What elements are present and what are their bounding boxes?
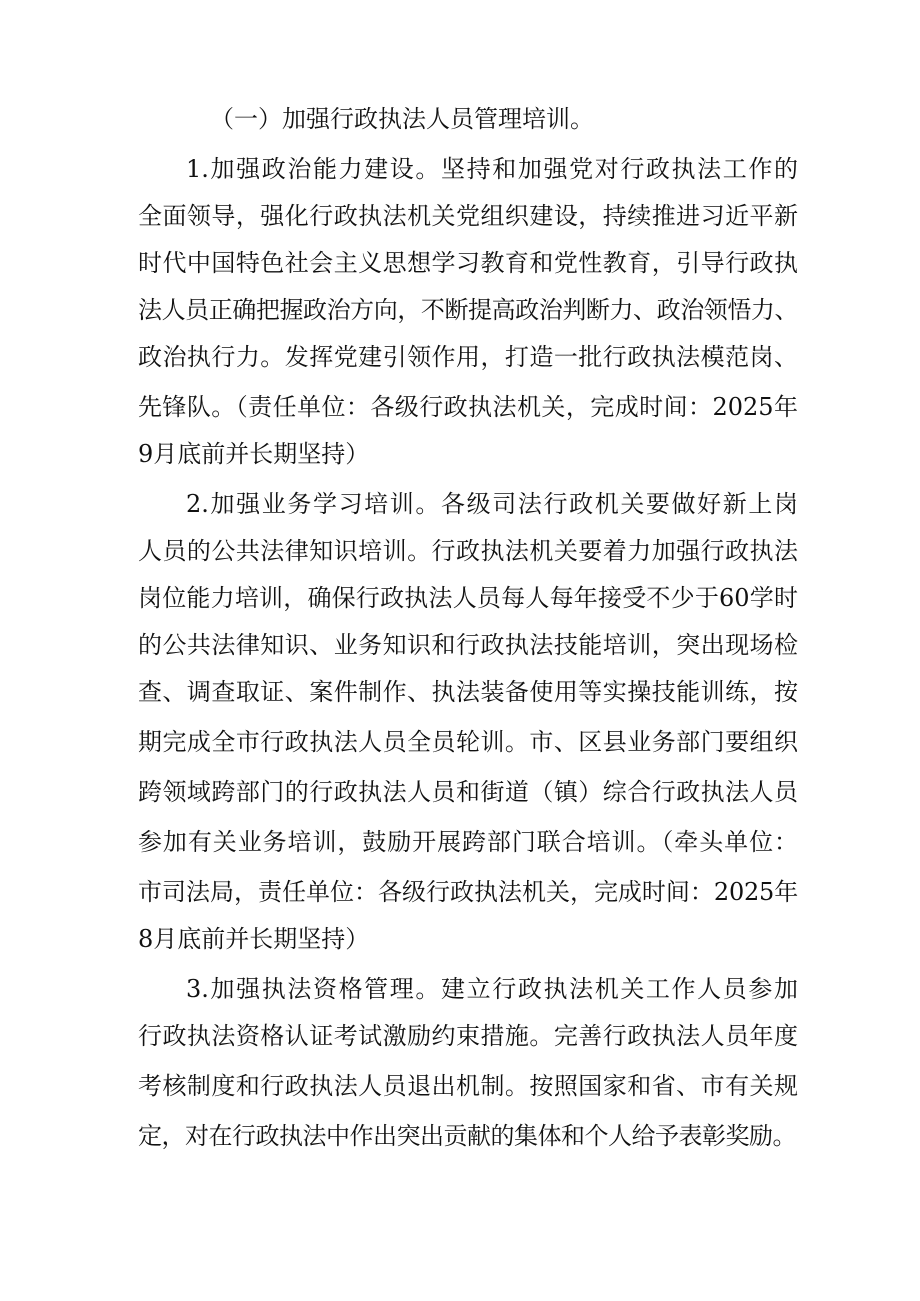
paragraph-2-line-1: 2.加强业务学习培训。各级司法行政机关要做好新上岗 [186, 490, 798, 518]
paragraph-1-line-5: 政治执行力。发挥党建引领作用，打造一批行政执法模范岗、 [138, 343, 798, 371]
paragraph-2-line-9: 市司法局，责任单位：各级行政执法机关，完成时间：2025年 [138, 878, 798, 906]
paragraph-2-line-2: 人员的公共法律知识培训。行政执法机关要着力加强行政执法 [138, 537, 798, 565]
paragraph-3-line-4: 定，对在行政执法中作出突出贡献的集体和个人给予表彰奖励。 [138, 1122, 796, 1150]
paragraph-1-line-6: 先锋队。（责任单位：各级行政执法机关，完成时间：2025年 [138, 393, 798, 421]
paragraph-3-line-2: 行政执法资格认证考试激励约束措施。完善行政执法人员年度 [138, 1022, 798, 1050]
paragraph-1-line-2: 全面领导，强化行政执法机关党组织建设，持续推进习近平新 [138, 202, 798, 230]
paragraph-2-line-5: 查、调查取证、案件制作、执法装备使用等实操技能训练，按 [138, 678, 798, 706]
paragraph-2-line-8: 参加有关业务培训，鼓励开展跨部门联合培训。（牵头单位： [138, 828, 798, 856]
paragraph-2-line-3: 岗位能力培训，确保行政执法人员每人每年接受不少于60学时 [138, 584, 798, 612]
paragraph-3-line-1: 3.加强执法资格管理。建立行政执法机关工作人员参加 [186, 975, 798, 1003]
paragraph-2-line-6: 期完成全市行政执法人员全员轮训。市、区县业务部门要组织 [138, 728, 798, 756]
paragraph-2-line-7: 跨领域跨部门的行政执法人员和街道（镇）综合行政执法人员 [138, 778, 798, 806]
section-heading: （一）加强行政执法人员管理培训。 [210, 105, 594, 133]
paragraph-3-line-3: 考核制度和行政执法人员退出机制。按照国家和省、市有关规 [138, 1072, 798, 1100]
paragraph-2-line-10: 8月底前并长期坚持） [138, 925, 370, 953]
paragraph-1-line-1: 1.加强政治能力建设。坚持和加强党对行政执法工作的 [186, 155, 798, 183]
paragraph-2-line-4: 的公共法律知识、业务知识和行政执法技能培训，突出现场检 [138, 631, 798, 659]
paragraph-1-line-3: 时代中国特色社会主义思想学习教育和党性教育，引导行政执 [138, 249, 798, 277]
paragraph-1-line-7: 9月底前并长期坚持） [138, 440, 370, 468]
paragraph-1-line-4: 法人员正确把握政治方向，不断提高政治判断力、政治领悟力、 [138, 296, 798, 324]
